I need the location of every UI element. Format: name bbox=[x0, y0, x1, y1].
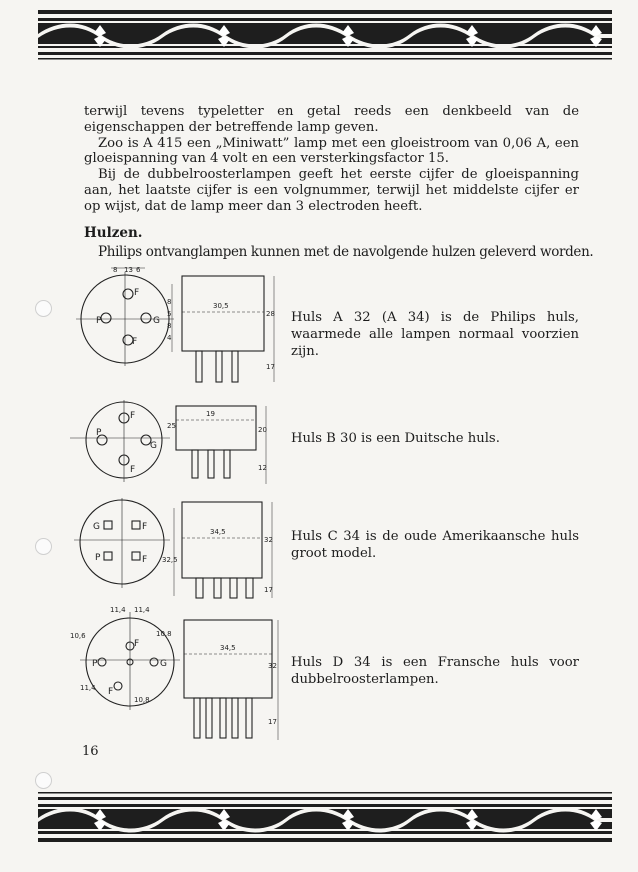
decorative-bottom-border bbox=[38, 790, 612, 844]
dim-label: 8 bbox=[167, 298, 172, 306]
base-b-drawing bbox=[70, 398, 285, 490]
decorative-top-border bbox=[38, 8, 612, 62]
pin-label: F bbox=[142, 522, 148, 532]
pin-label: G bbox=[150, 441, 157, 451]
section-heading: Hulzen. bbox=[84, 225, 143, 241]
pin-label: G bbox=[160, 659, 167, 669]
pin-label: P bbox=[92, 659, 98, 669]
pin-label: F bbox=[130, 411, 136, 421]
binder-hole bbox=[35, 538, 52, 555]
dim-label: 8 bbox=[167, 322, 172, 330]
paragraph: Zoo is A 415 een „Miniwatt” lamp met een gloeistroom van 0,06 A, een gloeispanning van 4 volt en een versterkingsfactor 15. bbox=[84, 135, 579, 167]
dim-label: 34,5 bbox=[210, 528, 226, 536]
dim-label: 11,4 bbox=[134, 606, 150, 614]
dim-label: 32 bbox=[264, 536, 273, 544]
intro-text: Philips ontvanglampen kunnen met de navolgende hulzen geleverd worden. bbox=[98, 244, 594, 260]
page-number: 16 bbox=[82, 744, 99, 759]
pin-label: P bbox=[96, 316, 102, 326]
dim-label: 10,8 bbox=[156, 630, 172, 638]
base-d-drawing bbox=[70, 602, 285, 744]
dim-label: 12 bbox=[258, 464, 267, 472]
pin-label: F bbox=[134, 639, 140, 649]
dim-label: 20 bbox=[258, 426, 267, 434]
body-text bbox=[84, 104, 579, 215]
dim-label: 32,5 bbox=[162, 556, 178, 564]
pin-label: F bbox=[130, 465, 136, 475]
paragraph: terwijl tevens typeletter en getal reeds een denkbeeld van de eigenschappen der betreffende lamp geven. bbox=[84, 104, 579, 135]
pin-label: F bbox=[134, 288, 140, 298]
dim-label: 13 bbox=[124, 266, 133, 274]
dim-label: 6 bbox=[136, 266, 141, 274]
base-b-caption: Huls B 30 is een Duitsche huls. bbox=[291, 431, 500, 446]
pin-label: F bbox=[108, 687, 114, 697]
dim-label: 10,6 bbox=[70, 632, 86, 640]
base-a-caption: Huls A 32 (A 34) is de Philips huls, waarmede alle lampen normaal voorzien zijn. bbox=[291, 310, 579, 359]
pin-label: F bbox=[142, 555, 148, 565]
binder-hole bbox=[35, 772, 52, 789]
base-c-drawing bbox=[70, 496, 285, 600]
dim-label: 8 bbox=[113, 266, 118, 274]
base-d-caption: Huls D 34 is een Fransche huls voor dubbelroosterlampen. bbox=[291, 655, 579, 687]
pin-label: G bbox=[93, 522, 100, 532]
dim-label: 34,5 bbox=[220, 644, 236, 652]
dim-label: 19 bbox=[206, 410, 215, 418]
paragraph: Bij de dubbelroosterlampen geeft het eerste cijfer de gloeispanning aan, het laatste cijfer is een volgnummer, terwijl het middelste cijfer er op wijst, dat de lamp meer dan 3 electroden heeft. bbox=[84, 167, 579, 214]
dim-label: 11,4 bbox=[110, 606, 126, 614]
binder-hole bbox=[35, 300, 52, 317]
pin-label: G bbox=[153, 316, 160, 326]
dim-label: 5 bbox=[167, 310, 172, 318]
base-a-drawing bbox=[70, 264, 285, 388]
dim-label: 4 bbox=[167, 334, 172, 342]
dim-label: 17 bbox=[268, 718, 277, 726]
dim-label: 17 bbox=[266, 363, 275, 371]
dim-label: 17 bbox=[264, 586, 273, 594]
dim-label: 25 bbox=[167, 422, 176, 430]
pin-label: P bbox=[96, 428, 102, 438]
base-c-caption: Huls C 34 is de oude Amerikaansche huls groot model. bbox=[291, 529, 579, 561]
dim-label: 10,8 bbox=[134, 696, 150, 704]
dim-label: 30,5 bbox=[213, 302, 229, 310]
pin-label: P bbox=[95, 553, 101, 563]
dim-label: 11,4 bbox=[80, 684, 96, 692]
pin-label: F bbox=[132, 337, 138, 347]
dim-label: 28 bbox=[266, 310, 275, 318]
dim-label: 32 bbox=[268, 662, 277, 670]
